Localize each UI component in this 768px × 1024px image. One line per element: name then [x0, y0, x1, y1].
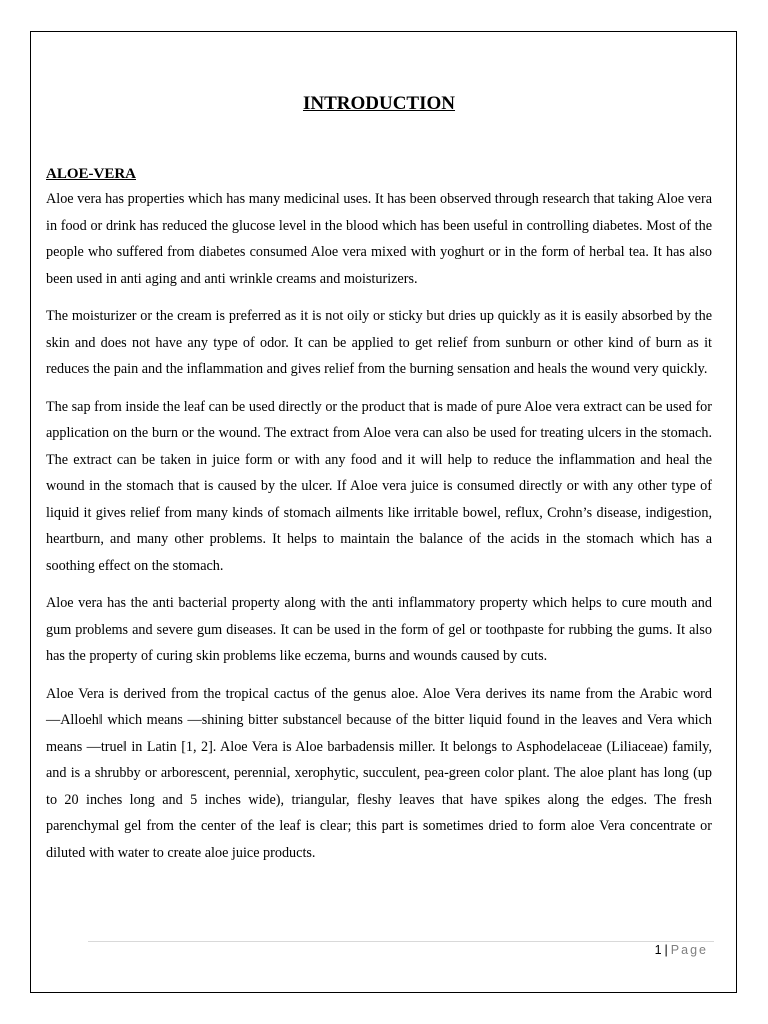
document-title: INTRODUCTION	[302, 93, 456, 114]
paragraph: The moisturizer or the cream is preferred as it is not oily or sticky but dries up quickly as it is easily absorbed by the skin and does not have any type of odor. It can be applied to get relief from sunburn or other kind of burn as it reduces the pain and the inflammation and gives relief from the burning sensation and heals the wound very quickly.	[46, 308, 712, 377]
paragraph: Aloe vera has properties which has many medicinal uses. It has been observed through research that taking Aloe vera in food or drink has reduced the glucose level in the blood which has been useful in controlling diabetes. Most of the people who suffered from diabetes consumed Aloe vera mixed with yoghurt or in the form of herbal tea. It has also been used in anti aging and anti wrinkle creams and moisturizers.	[46, 191, 712, 287]
document-body	[46, 90, 712, 877]
paragraph: The sap from inside the leaf can be used directly or the product that is made of pure Aloe vera extract can be used for application on the burn or the wound. The extract from Aloe vera can also be used for treating ulcers in the stomach. The extract can be taken in juice form or with any food and it will help to reduce the inflammation and heal the wound in the stomach that is caused by the ulcer. If Aloe vera juice is consumed directly or with any other type of liquid it gives relief from many kinds of stomach ailments like irritable bowel, reflux, Crohn’s disease, indigestion, heartburn, and many other problems. It helps to maintain the balance of the acids in the stomach which has a soothing effect on the stomach.	[46, 398, 712, 574]
paragraph: Aloe vera has the anti bacterial property along with the anti inflammatory property which helps to cure mouth and gum problems and severe gum diseases. It can be used in the form of gel or toothpaste for rubbing the gums. It also has the property of curing skin problems like eczema, burns and wounds caused by cuts.	[46, 595, 712, 664]
paragraph: Aloe Vera is derived from the tropical cactus of the genus aloe. Aloe Vera derives its name from the Arabic word ―Alloeh‖ which means ―shining bitter substance‖ because of the bitter liquid found in the leaves and Vera which means ―true‖ in Latin [1, 2]. Aloe Vera is Aloe barbadensis miller. It belongs to Asphodelaceae (Liliaceae) family, and is a shrubby or arborescent, perennial, xerophytic, succulent, pea-green color plant. The aloe plant has long (up to 20 inches long and 5 inches wide), triangular, fleshy leaves that have spikes along the edges. The fresh parenchymal gel from the center of the leaf is clear; this part is sometimes dried to form aloe Vera concentrate or diluted with water to create aloe juice products.	[46, 685, 712, 861]
footer-divider	[88, 941, 714, 942]
footer-separator: |	[664, 943, 668, 957]
page-number: 1	[654, 943, 662, 957]
page-footer	[655, 943, 708, 957]
page-label: Page	[670, 943, 708, 957]
section-heading: ALOE-VERA	[46, 166, 137, 182]
